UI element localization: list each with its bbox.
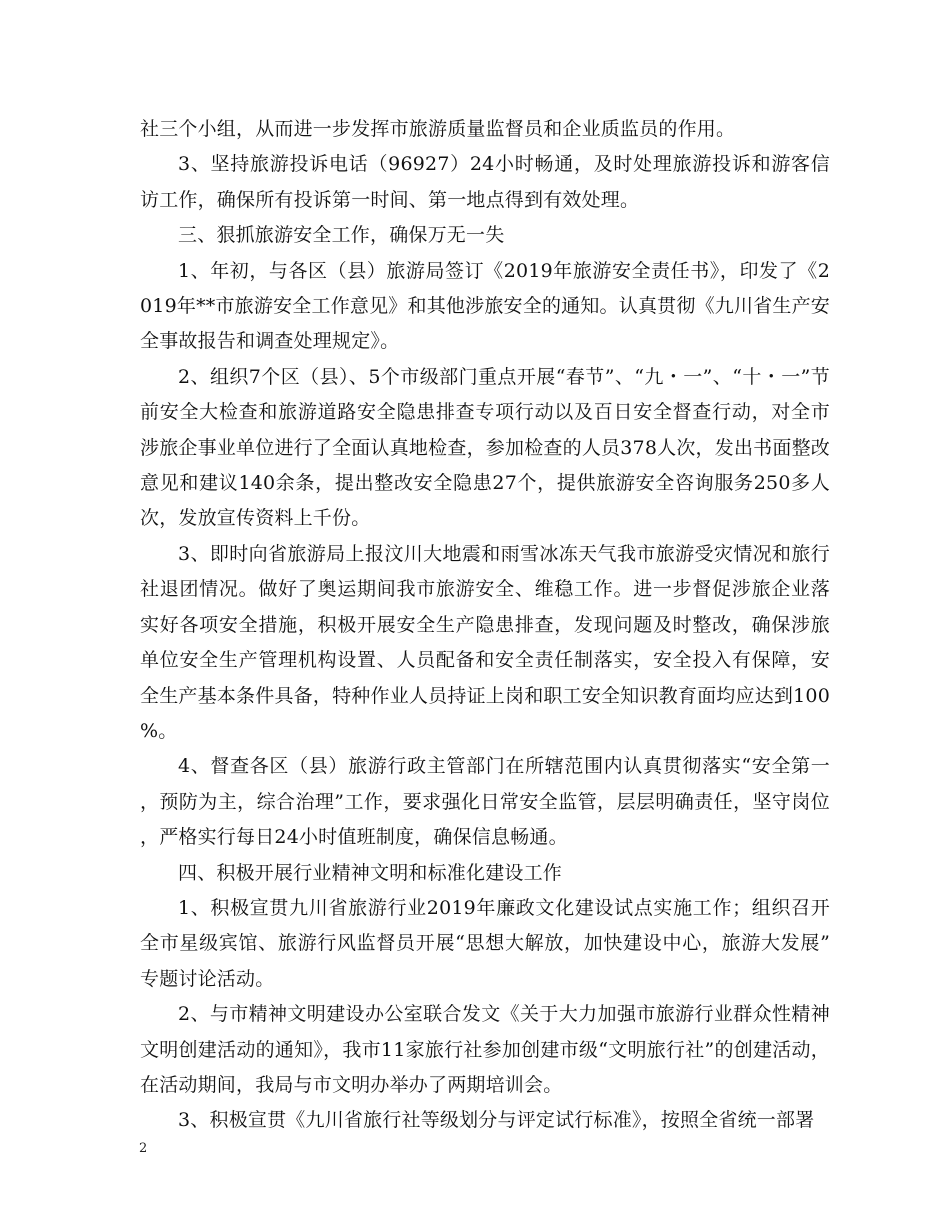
page-number: 2: [139, 1141, 148, 1156]
section-heading-4: 四、积极开展行业精神文明和标准化建设工作: [178, 861, 563, 884]
paragraph-7: 4、督查各区（县）旅游行政主管部门在所辖范围内认真贯彻落实“安全第一，预防为主，综合治理”工作，要求强化日常安全监管，层层明确责任，坚守岗位，严格实行每日24小时值班制度，确保信息畅通。: [140, 755, 830, 849]
paragraph-5: 2、组织7个区（县）、5个市级部门重点开展“春节”、“九・一”、“十・一”节前安全大检查和旅游道路安全隐患排查专项行动以及百日安全督查行动，对全市涉旅企事业单位进行了全面认真地检查，参加检查的人员378人次，发出书面整改意见和建议140余条，提出整改安全隐患27个，提供旅游安全咨询服务250多人次，发放宣传资料上千份。: [140, 365, 830, 530]
paragraph-9: 1、积极宣贯九川省旅游行业2019年廉政文化建设试点实施工作；组织召开全市星级宾馆、旅游行风监督员开展“思想大解放，加快建设中心，旅游大发展”专题讨论活动。: [140, 896, 830, 990]
paragraph-11: 3、积极宣贯《九川省旅行社等级划分与评定试行标准》，按照全省统一部署: [178, 1109, 815, 1132]
paragraph-6: 3、即时向省旅游局上报汶川大地震和雨雪冰冻天气我市旅游受灾情况和旅行社退团情况。做好了奥运期间我市旅游安全、维稳工作。进一步督促涉旅企业落实好各项安全措施，积极开展安全生产隐患排查，发现问题及时整改，确保涉旅单位安全生产管理机构设置、人员配备和安全责任制落实，安全投入有保障，安全生产基本条件具备，特种作业人员持证上岗和职工安全知识教育面均应达到100%。: [140, 542, 830, 742]
paragraph-4: 1、年初，与各区（县）旅游局签订《2019年旅游安全责任书》，印发了《2019年**市旅游安全工作意见》和其他涉旅安全的通知。认真贯彻《九川省生产安全事故报告和调查处理规定》。: [140, 259, 830, 353]
paragraph-10: 2、与市精神文明建设办公室联合发文《关于大力加强市旅游行业群众性精神文明创建活动的通知》，我市11家旅行社参加创建市级“文明旅行社”的创建活动，在活动期间，我局与市文明办举办了两期培训会。: [140, 1003, 830, 1096]
paragraph-1: 社三个小组，从而进一步发挥市旅游质量监督员和企业质监员的作用。: [140, 118, 736, 140]
paragraph-2: 3、坚持旅游投诉电话（96927）24小时畅通，及时处理旅游投诉和游客信访工作，确保所有投诉第一时间、第一地点得到有效处理。: [140, 153, 830, 211]
document-body: [140, 112, 830, 1139]
section-heading-3: 三、狠抓旅游安全工作，确保万无一失: [178, 224, 505, 247]
